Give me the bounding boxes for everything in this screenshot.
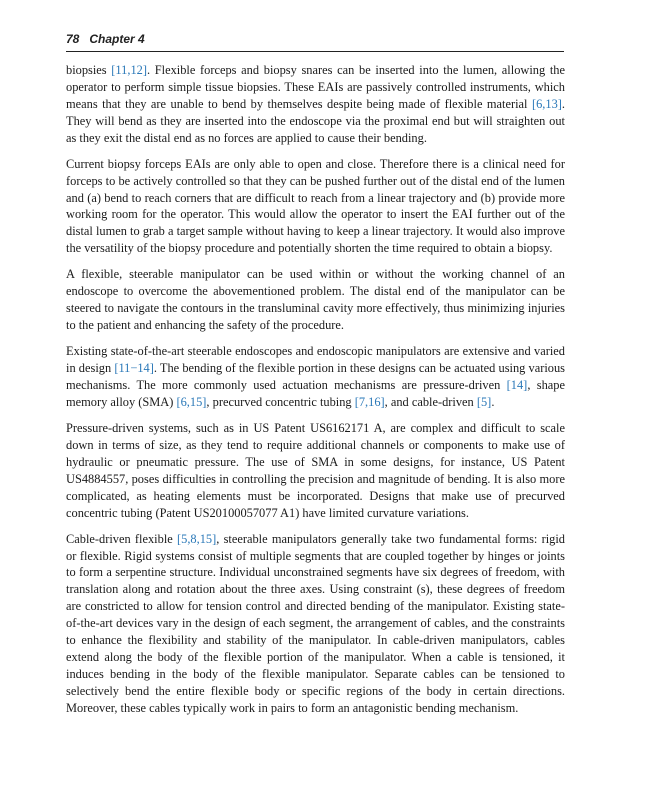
paragraph-text: . They will bend as they are inserted into the endoscope via the proximal end but will straighten out as they exit the distal end as no forces are applied to cause their bending.	[66, 96, 565, 145]
paragraph-text: , shape memory alloy (SMA)	[66, 377, 565, 409]
paragraph	[66, 420, 565, 521]
paragraph-text: Existing state-of-the-art steerable endoscopes and endoscopic manipulators are extensive and varied in design	[66, 344, 565, 376]
paragraph-text: biopsies	[66, 63, 112, 77]
paragraph	[66, 62, 565, 147]
citation-link[interactable]: [14]	[506, 377, 528, 392]
paragraph	[66, 266, 565, 334]
paragraph-text: , precurved concentric tubing	[206, 394, 355, 409]
paragraph-text: A flexible, steerable manipulator can be used within or without the working channel of an endoscope to overcome the abovementioned problem. The distal end of the manipulator can be steered to navigate the contours in the transluminal cavity more effectively, thus minimizing injuries to the patient and enhancing the safety of the procedure.	[66, 267, 565, 333]
page-number: 78	[66, 32, 80, 46]
citation-link[interactable]: [7,16]	[354, 394, 385, 409]
citation-link[interactable]: [11−14]	[114, 361, 154, 376]
paragraph-text: . The bending of the flexible portion in these designs can be actuated using various mechanisms. The more commonly used actuation mechanisms are pressure-driven	[66, 361, 565, 392]
paragraph	[66, 156, 565, 257]
paragraph	[66, 343, 565, 411]
citation-link[interactable]: [6,15]	[176, 394, 207, 409]
citation-link[interactable]: [11,12]	[111, 63, 147, 77]
paragraph-text: . Flexible forceps and biopsy snares can be inserted into the lumen, allowing the operator to perform simple tissue biopsies. These EAIs are passively controlled instruments, which means that they are unable to bend by themselves despite being made of flexible material	[66, 63, 565, 111]
body-text	[66, 62, 565, 726]
running-header	[66, 31, 564, 52]
citation-link[interactable]: [6,13]	[531, 96, 562, 111]
paragraph-text: .	[491, 394, 495, 409]
paragraph-text: , steerable manipulators generally take two fundamental forms: rigid or flexible. Rigid systems consist of multiple segments that are coupled together by hinges or joints to form a serpentine structure. Individual unconstrained segments have six degrees of freedom, with translation along and rotation about the three axes. Using constraint (s), these degrees of freedom are constricted to allow for tension control and directed bending of the manipulator. Existing state-of-the-art devices vary in the design of each segment, the arrangement of cables, and the constraints to enhance the flexibility and stability of the manipulator. In cable-driven manipulators, cables extend along the body of the flexible portion of the manipulator. When a cable is tensioned, it induces bending in the body of the flexible manipulator. Separate cables can be tensioned to selectively bend the entire flexible body or specific regions of the body in certain directions. Moreover, these cables typically work in pairs to form an antagonistic bending mechanism.	[66, 531, 565, 715]
paragraph-text: Pressure-driven systems, such as in US Patent US6162171 A, are complex and difficult to scale down in terms of size, as they tend to require additional channels or components to make use of hydraulic or pneumatic pressure. The use of SMA in some designs, for instance, US Patent US4884557, poses difficulties in controlling the precision and magnitude of bending. It is also more complicated, as heating elements must be incorporated. Designs that make use of precurved concentric tubing (Patent US20100057077 A1) have limited curvature variations.	[66, 420, 565, 520]
paragraph-text: Cable-driven flexible	[66, 531, 178, 546]
chapter-label: Chapter 4	[89, 32, 145, 46]
citation-link[interactable]: [5]	[476, 394, 492, 409]
paragraph-text: Current biopsy forceps EAIs are only able to open and close. Therefore there is a clinical need for forceps to be actively controlled so that they can be pushed further out of the distal end of the lumen and (a) bend to reach corners that are difficult to reach from a linear trajectory and (b) provide more working room for the operator. This would allow the operator to insert the EAI further out of the distal lumen to grab a target sample without having to keep a linear trajectory. It would also improve the versatility of the biopsy procedure and potentially shorten the time required to obtain a biopsy.	[66, 156, 565, 256]
citation-link[interactable]: [5,8,15]	[177, 531, 217, 546]
paragraph-text: , and cable-driven	[384, 394, 477, 409]
paragraph	[66, 531, 565, 717]
